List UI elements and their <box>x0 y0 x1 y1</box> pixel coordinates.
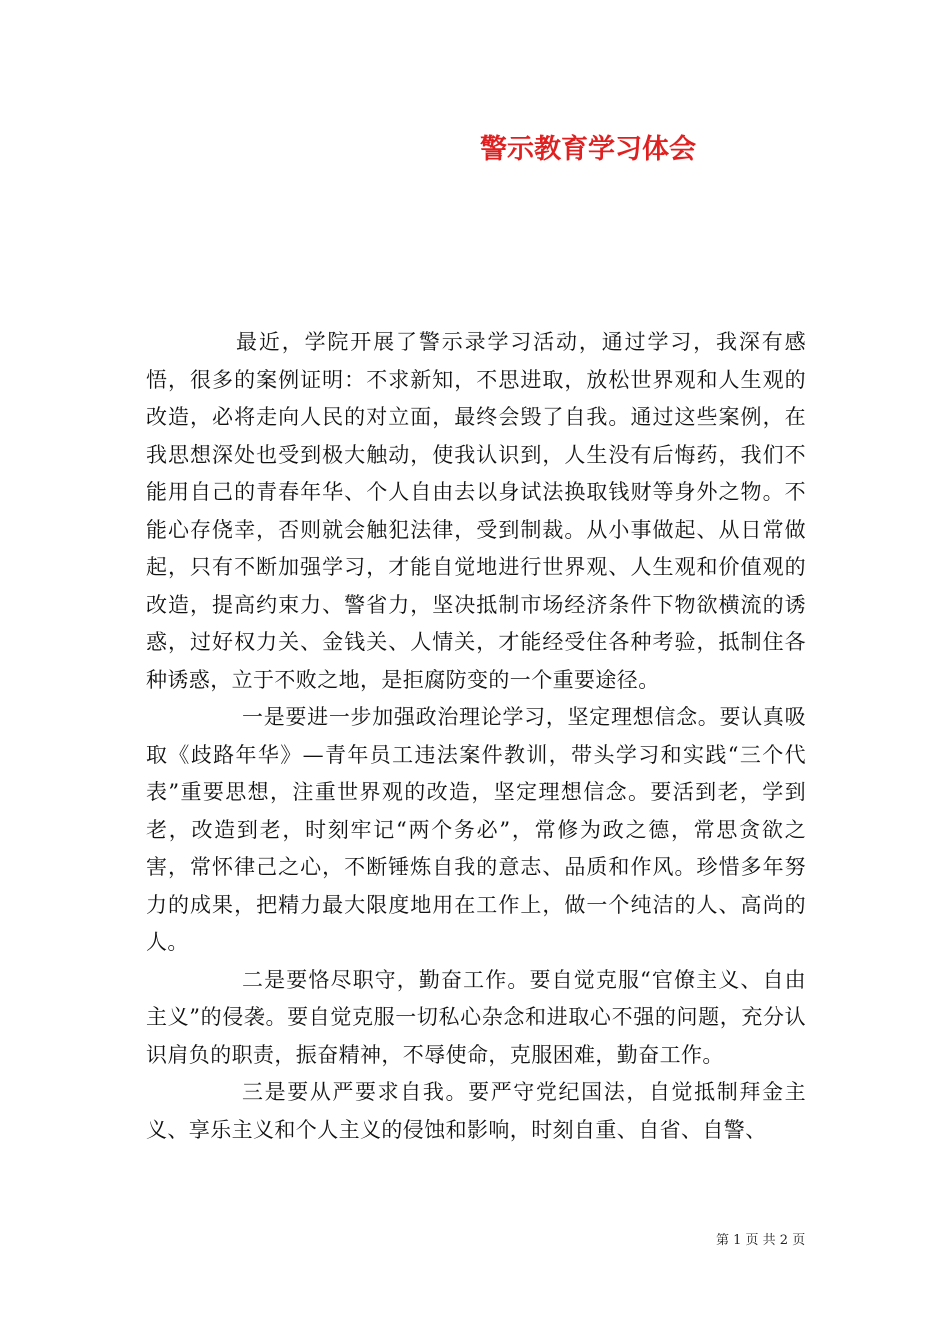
paragraph-intro: 最近，学院开展了警示录学习活动，通过学习，我深有感悟，很多的案例证明：不求新知，不思进取，放松世界观和人生观的改造，必将走向人民的对立面，最终会毁了自我。通过这些案例，在我思想深处也受到极大触动，使我认识到，人生没有后悔药，我们不能用自己的青春年华、个人自由去以身试法换取钱财等身外之物。不能心存侥幸，否则就会触犯法律，受到制裁。从小事做起、从日常做起，只有不断加强学习，才能自觉地进行世界观、人生观和价值观的改造，提高约束力、警省力，坚决抵制市场经济条件下物欲横流的诱惑，过好权力关、金钱关、人情关，才能经受住各种考验，抵制住各种诱惑，立于不败之地，是拒腐防变的一个重要途径。 <box>146 330 806 692</box>
paragraph-point-three: 三是要从严要求自我。要严守党纪国法，自觉抵制拜金主义、享乐主义和个人主义的侵蚀和影响，时刻自重、自省、自警、 <box>146 1080 806 1142</box>
paragraph-point-two: 二是要恪尽职守，勤奋工作。要自觉克服“官僚主义、自由主义”的侵袭。要自觉克服一切私心杂念和进取心不强的问题，充分认识肩负的职责，振奋精神，不辱使命，克服困难，勤奋工作。 <box>146 967 806 1067</box>
document-title: 警示教育学习体会 <box>480 134 696 165</box>
paragraph-point-one: 一是要进一步加强政治理论学习，坚定理想信念。要认真吸取《歧路年华》—青年员工违法案件教训，带头学习和实践“三个代表”重要思想，注重世界观的改造，坚定理想信念。要活到老，学到老，改造到老，时刻牢记“两个务必”，常修为政之德，常思贪欲之害，常怀律己之心，不断锤炼自我的意志、品质和作风。珍惜多年努力的成果，把精力最大限度地用在工作上，做一个纯洁的人、高尚的人。 <box>146 705 806 954</box>
page-number-footer: 第 1 页 共 2 页 <box>716 1233 806 1248</box>
document-body <box>146 324 806 1149</box>
